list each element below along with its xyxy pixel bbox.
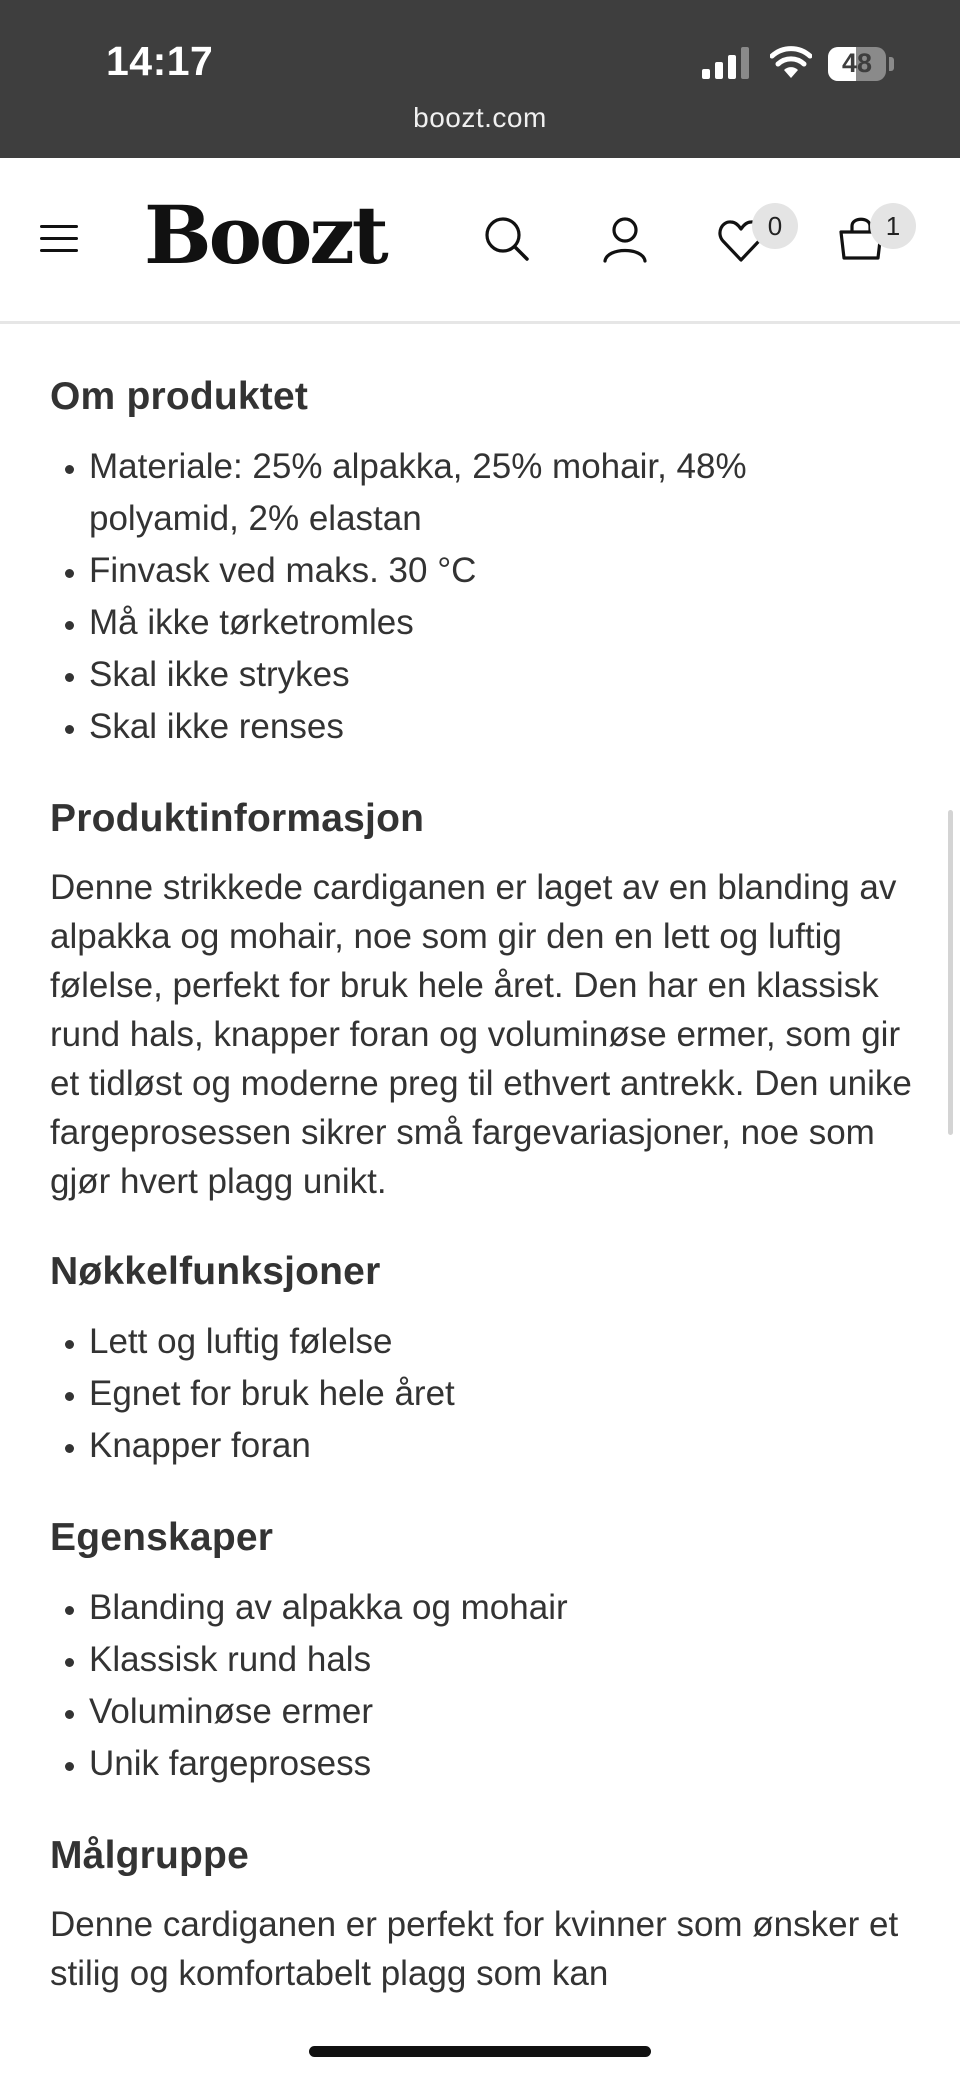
hamburger-menu-icon[interactable]	[40, 223, 80, 255]
user-icon[interactable]	[600, 214, 650, 264]
about-list	[50, 441, 920, 753]
section-title-info: Produktinformasjon	[50, 797, 425, 840]
list-item: • Voluminøse ermer	[89, 1686, 920, 1738]
product-info-text: Denne strikkede cardiganen er laget av en blanding av alpakka og mohair, noe som gir den en lett og luftig følelse, perfekt for bruk hele året. Den har en klassisk rund hals, knapper foran og voluminøse ermer, som gir et tidløst og moderne preg til ethvert antrekk. Den unike fargeprosessen sikrer små fargevariasjoner, noe som gjør hvert plagg unikt.	[50, 868, 912, 1201]
list-item: • Skal ikke renses	[89, 701, 920, 753]
product-description	[50, 321, 920, 1998]
cart-count-badge: 1	[870, 203, 916, 249]
list-item: • Klassisk rund hals	[89, 1634, 920, 1686]
section-title-properties: Egenskaper	[50, 1516, 274, 1559]
list-item: • Finvask ved maks. 30 °C	[89, 545, 920, 597]
list-item: • Må ikke tørketromles	[89, 597, 920, 649]
properties-list	[50, 1582, 920, 1790]
list-item: • Knapper foran	[89, 1420, 920, 1472]
battery-level: 48	[841, 48, 873, 78]
target-group-text: Denne cardiganen er perfekt for kvinner som ønsker et stilig og komfortabelt plagg som kan	[50, 1905, 899, 1993]
status-bar	[0, 0, 960, 158]
search-icon[interactable]	[482, 214, 532, 264]
list-item: • Blanding av alpakka og mohair	[89, 1582, 920, 1634]
list-item: • Skal ikke strykes	[89, 649, 920, 701]
list-item: • Egnet for bruk hele året	[89, 1368, 920, 1420]
site-header	[0, 158, 960, 324]
wishlist-count-badge: 0	[752, 203, 798, 249]
section-title-target: Målgruppe	[50, 1834, 249, 1877]
cellular-signal-icon	[702, 47, 750, 79]
list-item: • Lett og luftig følelse	[89, 1316, 920, 1368]
boozt-logo[interactable]: Boozt	[144, 188, 386, 282]
address-bar-url[interactable]: boozt.com	[413, 102, 547, 133]
section-title-about: Om produktet	[50, 375, 309, 418]
wifi-icon	[770, 44, 812, 78]
section-title-features: Nøkkelfunksjoner	[50, 1250, 381, 1293]
battery-tip	[889, 57, 894, 71]
list-item: • Materiale: 25% alpakka, 25% mohair, 48% polyamid, 2% elastan	[89, 441, 889, 545]
status-time: 14:17	[106, 38, 214, 84]
battery-icon	[828, 47, 886, 81]
scrollbar[interactable]	[948, 810, 953, 1135]
features-list	[50, 1316, 920, 1472]
list-item: • Unik fargeprosess	[89, 1738, 920, 1790]
home-indicator[interactable]	[309, 2046, 651, 2057]
